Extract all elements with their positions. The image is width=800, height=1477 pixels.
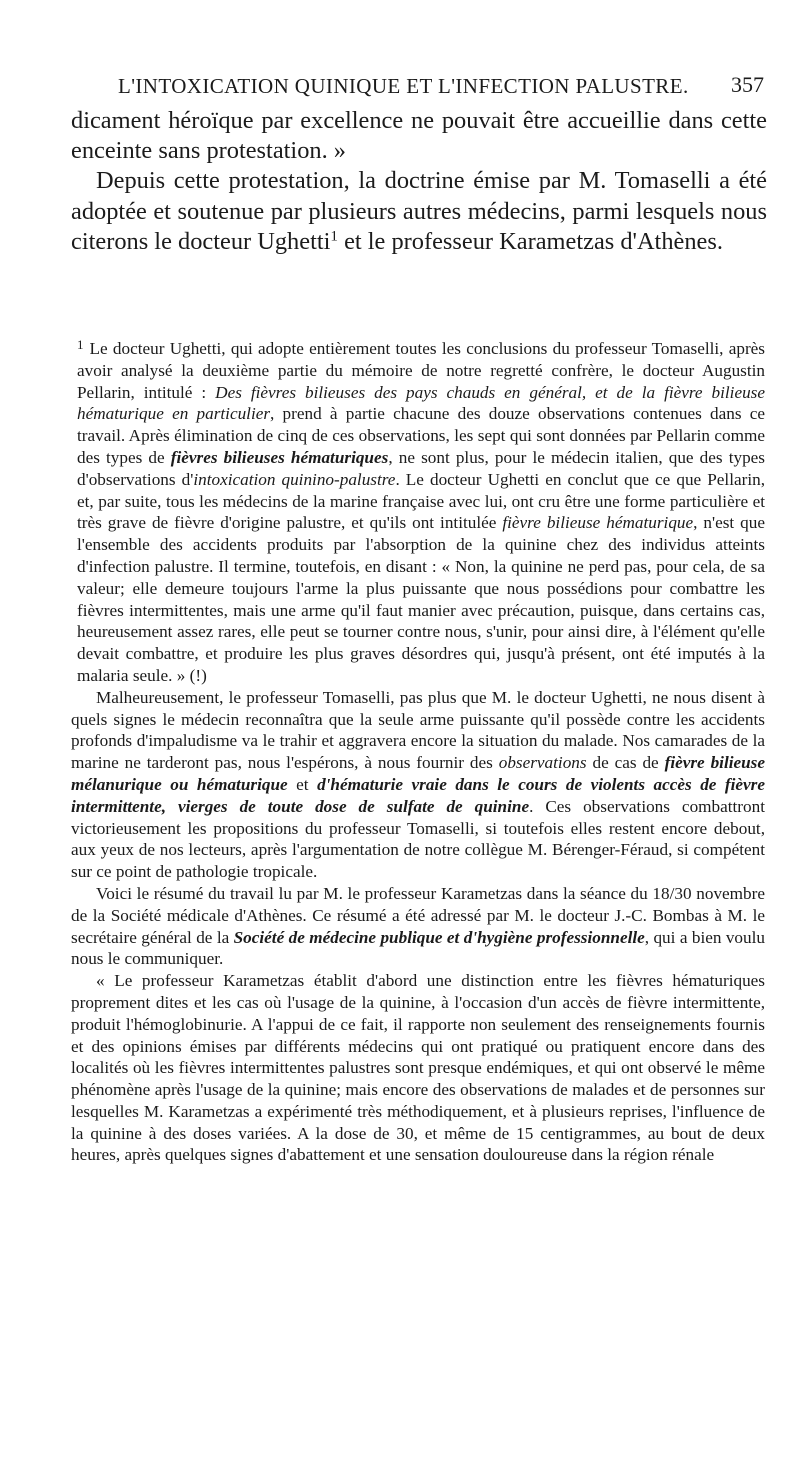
footnote-paragraph-tomaselli: Malheureusement, le professeur Tomaselli, pas plus que M. le docteur Ughetti, ne nous disent à quels signes le médecin reconnaîtra que la seule arme puissante qu'il possède contre les accidents profonds d'impaludisme va le trahir et aggravera encore la situation du malade. Nos camarades de la marine ne tarderont pas, nous l'espérons, à nous fournir des observations de cas de fièvre bilieuse mélanurique ou hématurique et d'hématurie vraie dans le cours de violents accès de fièvre intermittente, vierges de toute dose de sulfate de quinine. Ces observations combattront victorieusement les propositions du professeur Tomaselli, si toutefois elles restent encore debout, aux yeux de nos lecteurs, après l'argumentation de notre collègue M. Bérenger-Féraud, si compétent sur ce point de pathologie tropicale. xyxy=(71,687,765,882)
running-title: L'INTOXICATION QUINIQUE ET L'INFECTION PALUSTRE. xyxy=(118,74,689,98)
footnote-paragraph-karametzas: « Le professeur Karametzas établit d'abord une distinction entre les fièvres hématuriques proprement dites et les cas où l'usage de la quinine, à l'occasion d'un accès de fièvre intermittente, produit l'hémoglobinurie. A l'appui de ce fait, il rapporte non seulement des renseignements fournis et des opinions émises par différents médecins qui ont pratiqué ou pratiquent encore dans des localités où les fièvres intermittentes palustres sont presque endémiques, et qui ont observé le même phénomène après l'usage de la quinine; mais encore des observations de malades et de personnes sur lesquelles M. Karametzas a expérimenté très méthodiquement, et à plusieurs reprises, l'influence de la quinine à des doses variées. A la dose de 30, et même de 15 centigrammes, au bout de deux heures, après quelques signes d'abattement et une sensation douloureuse dans la région rénale xyxy=(71,971,765,1165)
footnote-reference: 1 xyxy=(330,228,338,245)
footnote-paragraph-ughetti: $^1$ Le docteur Ughetti, qui adopte entièrement toutes les conclusions du professeur Tomaselli, après avoir analysé la deuxième partie du mémoire de notre regretté confrère, le docteur Augustin Pellarin, intitulé : Des fièvres bilieuses des pays chauds en général, et de la fièvre bilieuse hématurique en particulier, prend à partie chacune des douze observations contenues dans ce travail. Après élimination de cinq de ces observations, les sept qui sont données par Pellarin comme des types de fièvres bilieuses hématuriques, ne sont plus, pour le médecin italien, que des types d'observations d'intoxication quinino-palustre. Le docteur Ughetti en conclut que ce que Pellarin, et, par suite, tous les médecins de la marine française avec lui, ont cru être une forme particulière et très grave de fièvre d'origine palustre, et qu'ils ont intitulée fièvre bilieuse hématurique, n'est que l'ensemble des accidents produits par l'absorption de la quinine chez des individus atteints d'infection palustre. Il termine, toutefois, en disant : « Non, la quinine ne perd pas, pour cela, de sa valeur; elle demeure toujours l'arme la plus puissante que nous possédions pour combattre les fièvres intermittentes, mais une arme qu'il faut manier avec précaution, puisque, dans certains cas, heureusement assez rares, elle peut se tourner contre nous, s'unir, pour ainsi dire, à l'élément qu'elle devait combattre, et produire les plus graves désordres qui, jusqu'à présent, ont été imputés à la malaria seule. » (!) xyxy=(77,337,765,685)
page-number: 357 xyxy=(731,72,764,97)
footnote-marker: 1 xyxy=(77,337,84,352)
paragraph-doctrine: Depuis cette protestation, la doctrine émise par M. Tomaselli a été adoptée et soutenue par plusieurs autres médecins, parmi lesquels nous citerons le docteur Ughetti$^1$ et le professeur Karametzas d'Athènes. xyxy=(71,167,767,255)
footnote-paragraph-resume: Voici le résumé du travail lu par M. le professeur Karametzas dans la séance du 18/30 novembre de la Société médicale d'Athènes. Ce résumé a été adressé par M. le docteur J.-C. Bombas à M. le secrétaire général de la Société de médecine publique et d'hygiène professionnelle, qui a bien voulu nous le communiquer. xyxy=(71,883,765,969)
footnote xyxy=(71,334,765,1166)
main-text xyxy=(71,106,767,257)
paragraph-continuation: dicament héroïque par excellence ne pouvait être accueillie dans cette enceinte sans protestation. » xyxy=(71,107,767,165)
page-header xyxy=(70,68,770,102)
